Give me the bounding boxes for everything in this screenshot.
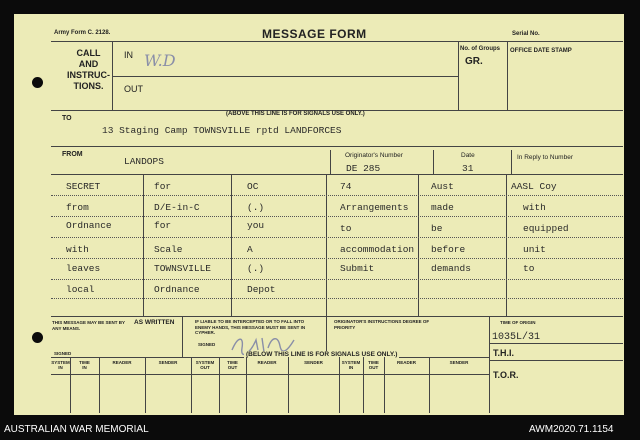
signals-column-rule bbox=[145, 357, 146, 413]
signals-column-header: READER bbox=[112, 360, 132, 365]
date-value: 31 bbox=[462, 163, 474, 174]
message-word: AASL Coy bbox=[511, 181, 557, 192]
in-handwriting: W.D bbox=[144, 51, 176, 70]
message-word: with bbox=[66, 244, 89, 255]
grid-row-5 bbox=[51, 279, 623, 280]
time-of-origin-value: 1035L/31 bbox=[492, 332, 541, 343]
signals-header-rule bbox=[51, 374, 489, 375]
bottom-block-rule bbox=[51, 316, 623, 317]
message-word: before bbox=[431, 244, 466, 255]
message-word: made bbox=[431, 202, 454, 213]
signals-column-rule bbox=[363, 357, 364, 413]
signals-column-rule bbox=[99, 357, 100, 413]
punch-hole-top bbox=[32, 77, 43, 88]
signals-below-notice: (BELOW THIS LINE IS FOR SIGNALS USE ONLY.) bbox=[246, 351, 398, 358]
groups-value: GR. bbox=[465, 56, 483, 67]
date-left-rule bbox=[433, 150, 434, 174]
message-word: Ordnance bbox=[66, 220, 112, 231]
time-of-origin-label: TIME OF ORIGIN bbox=[500, 320, 536, 325]
signals-column-header: SENDER bbox=[304, 360, 323, 365]
call-label-line-1: CALL bbox=[76, 48, 101, 58]
signals-column-rule bbox=[384, 357, 385, 413]
message-word: A bbox=[247, 244, 253, 255]
message-word: Ordnance bbox=[154, 284, 200, 295]
message-word: for bbox=[154, 220, 172, 231]
message-word: be bbox=[431, 223, 443, 234]
message-word: accommodation bbox=[340, 244, 415, 255]
grid-row-4 bbox=[51, 258, 623, 259]
message-word: TOWNSVILLE bbox=[154, 263, 212, 274]
signals-column-header: SENDER bbox=[449, 360, 469, 365]
message-word: Arrangements bbox=[340, 202, 409, 213]
signals-column-rule bbox=[429, 357, 430, 413]
signals-column-header: TIME OUT bbox=[227, 360, 238, 370]
grid-row-2 bbox=[51, 216, 623, 217]
message-word: you bbox=[247, 220, 265, 231]
from-bottom-rule bbox=[51, 174, 623, 175]
in-label: IN bbox=[124, 50, 133, 60]
message-word: with bbox=[523, 202, 546, 213]
message-word: Submit bbox=[340, 263, 375, 274]
grid-row-3 bbox=[51, 237, 623, 238]
office-date-stamp-label: OFFICE DATE STAMP bbox=[510, 48, 572, 54]
in-out-rule bbox=[112, 76, 458, 77]
message-word: Scale bbox=[154, 244, 183, 255]
signals-column-rule bbox=[70, 357, 71, 413]
thi-rule bbox=[489, 360, 623, 361]
signals-column-rule bbox=[191, 357, 192, 413]
date-right-rule bbox=[511, 150, 512, 174]
message-word: OC bbox=[247, 181, 259, 192]
date-label: Date bbox=[461, 152, 475, 159]
as-written: AS WRITTEN bbox=[134, 319, 175, 326]
punch-hole-bottom bbox=[32, 332, 43, 343]
signals-column-rule bbox=[339, 357, 340, 413]
cypher-notice: IF LIABLE TO BE INTERCEPTED OR TO FALL INTO ENEMY HANDS, THIS MESSAGE MUST BE SENT IN CYPHER. bbox=[195, 319, 306, 335]
serial-no-label: Serial No. bbox=[512, 31, 540, 37]
message-word: (.) bbox=[247, 202, 265, 213]
groups-right-rule bbox=[507, 41, 508, 110]
groups-left-rule bbox=[458, 41, 459, 110]
groups-label: No. of Groups bbox=[460, 46, 500, 52]
from-value: LANDOPS bbox=[124, 156, 164, 167]
to-rule bbox=[51, 146, 623, 147]
message-word: demands bbox=[431, 263, 471, 274]
army-form-number: Army Form C. 2128. bbox=[54, 30, 111, 36]
message-word: D/E-in-C bbox=[154, 202, 200, 213]
message-word: unit bbox=[523, 244, 546, 255]
originators-number-label: Originator's Number bbox=[345, 152, 403, 159]
out-label: OUT bbox=[124, 84, 143, 94]
message-form bbox=[14, 14, 624, 415]
signals-column-header: SYSTEM IN bbox=[341, 360, 361, 370]
signals-column-header: TIME IN bbox=[79, 360, 90, 370]
message-word: equipped bbox=[523, 223, 569, 234]
message-word: Aust bbox=[431, 181, 454, 192]
bottom-col-1 bbox=[182, 316, 183, 357]
signals-column-header: SENDER bbox=[158, 360, 178, 365]
signals-column-header: SYSTEM OUT bbox=[195, 360, 215, 370]
call-label-line-2: AND bbox=[78, 59, 99, 69]
form-title: MESSAGE FORM bbox=[262, 27, 367, 41]
footer-left: AUSTRALIAN WAR MEMORIAL bbox=[4, 424, 149, 435]
message-word: to bbox=[523, 263, 535, 274]
message-word: leaves bbox=[66, 263, 101, 274]
message-word: 74 bbox=[340, 181, 352, 192]
message-word: local bbox=[66, 284, 95, 295]
thi-label: T.H.I. bbox=[493, 348, 515, 358]
message-word: for bbox=[154, 181, 172, 192]
originators-number-value: DE 285 bbox=[346, 163, 381, 174]
footer-right: AWM2020.71.1154 bbox=[529, 424, 614, 435]
signals-column-header: SYSTEM IN bbox=[51, 360, 70, 370]
originator-instructions: ORIGINATOR'S INSTRUCTIONS DEGREE OF PRIORITY bbox=[334, 319, 430, 330]
grid-row-1 bbox=[51, 195, 623, 196]
call-label-line-3: INSTRUC- bbox=[67, 70, 110, 80]
message-word: to bbox=[340, 223, 352, 234]
signals-column-header: READER bbox=[396, 360, 416, 365]
from-label: FROM bbox=[62, 151, 83, 158]
from-originator-rule bbox=[330, 150, 331, 174]
signals-column-rule bbox=[219, 357, 220, 413]
call-box-label bbox=[67, 48, 110, 92]
call-label-line-4: TIONS. bbox=[73, 81, 104, 91]
message-word: (.) bbox=[247, 263, 265, 274]
signals-column-rule bbox=[246, 357, 247, 413]
message-word: SECRET bbox=[66, 181, 101, 192]
to-value: 13 Staging Camp TOWNSVILLE rptd LANDFORCES bbox=[102, 125, 342, 136]
to-label: TO bbox=[62, 115, 72, 122]
signals-column-header: READER bbox=[257, 360, 277, 365]
tor-label: T.O.R. bbox=[493, 370, 519, 380]
header-rule bbox=[51, 41, 623, 42]
message-word: Depot bbox=[247, 284, 276, 295]
bottom-col-3 bbox=[489, 316, 490, 413]
in-reply-label: In Reply to Number bbox=[517, 154, 573, 161]
signals-column-rule bbox=[288, 357, 289, 413]
message-word: from bbox=[66, 202, 89, 213]
signed-label-2: SIGNED bbox=[198, 342, 216, 347]
signals-above-notice: (ABOVE THIS LINE IS FOR SIGNALS USE ONLY.) bbox=[226, 111, 365, 117]
sent-by-any-means: THIS MESSAGE MAY BE SENT BY ANY MEANS. bbox=[52, 320, 125, 331]
time-of-origin-rule bbox=[489, 343, 623, 344]
grid-row-6 bbox=[51, 298, 623, 299]
signals-column-header: TIME OUT bbox=[368, 360, 379, 370]
signed-label-1: SIGNED bbox=[54, 351, 72, 356]
